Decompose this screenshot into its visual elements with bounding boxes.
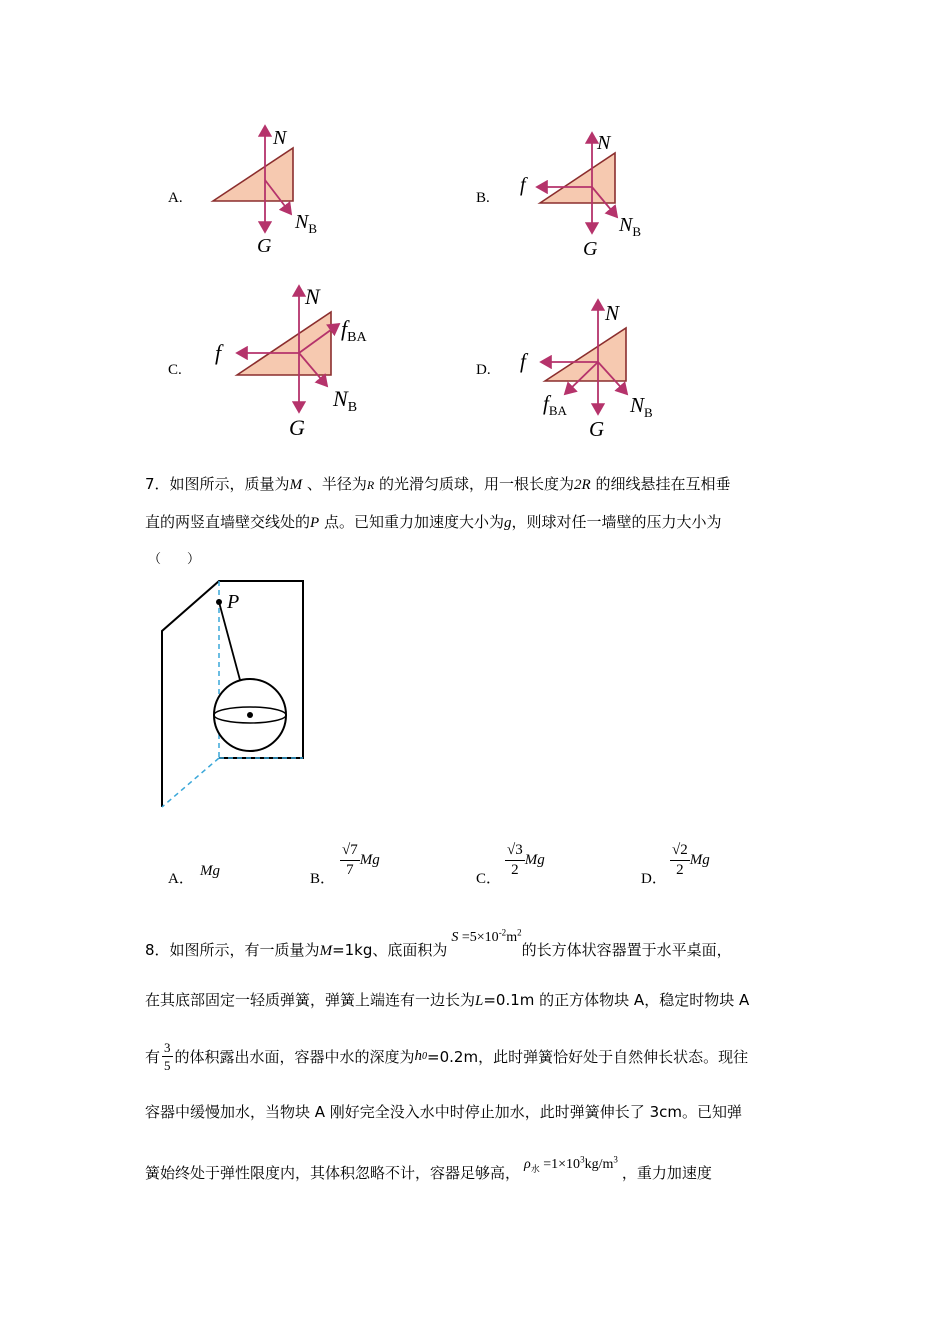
label-nb: $N_B$ (619, 214, 642, 239)
q7-option-a-expr: Mg (200, 863, 220, 879)
q7-option-d-expr: $\frac{√2}{2}$ Mg (672, 842, 710, 878)
string (219, 602, 240, 680)
wedge-b (540, 153, 615, 203)
label-g: G (289, 415, 305, 440)
label-nb: $N_B$ (295, 211, 318, 236)
area-formula: $S =5\times 10^{-2}m^2$ (451, 927, 522, 945)
q6-option-c-label: C. (168, 362, 182, 378)
label-f: f (215, 340, 222, 365)
q7-option-a: A． (168, 871, 194, 887)
label-n: N (605, 301, 620, 325)
label-g: G (589, 417, 605, 441)
q7-option-c: C． (476, 871, 502, 887)
label-n: N (273, 127, 287, 149)
q7-answer-blank: （ ） (148, 552, 201, 567)
q7-line-1: 7．如图所示，质量为M 、半径为R 的光滑匀质球，用一根长度为2R 的细线悬挂在互相垂 (145, 475, 731, 493)
q6-diagram-b (515, 125, 655, 265)
q7-line-2: 直的两竖直墙壁交线处的P 点。已知重力加速度大小为g，则球对任一墙壁的压力大小为 (145, 513, 722, 531)
wedge-a (213, 148, 293, 201)
label-p: P (227, 591, 240, 613)
q7-figure (155, 575, 315, 815)
q8-line-1: 8．如图所示，有一质量为M=1kg、底面积为$S =5\times 10^{-2}m^2$的长方体状容器置于水平桌面， (145, 927, 732, 959)
q6-option-a-label: A. (168, 190, 183, 206)
q8-line-4: 容器中缓慢加水，当物块 A 刚好完全没入水中时停止加水，此时弹簧伸长了 3cm。已知弹 (145, 1103, 742, 1121)
q6-diagram-c (205, 280, 395, 445)
label-g: G (583, 238, 598, 260)
question-number: 7． (145, 475, 170, 493)
q8-line-3: 有 $\frac{3}{5}$ 的体积露出水面，容器中水的深度为 h 0 =0.2m，此时弹簧恰好处于自然伸长状态。现往 (145, 1039, 749, 1073)
floor-edge-left (162, 758, 219, 807)
label-f: f (520, 174, 526, 196)
q6-diagram-a (205, 120, 345, 260)
label-nb: $N_B$ (630, 393, 653, 420)
q8-line-5: 簧始终处于弹性限度内，其体积忽略不计，容器足够高， $\rho_水 =1\times 10^3kg/m^3$，重力加速度 (145, 1154, 712, 1182)
q6-option-b-label: B. (476, 190, 490, 206)
label-nb: $N_B$ (333, 386, 358, 415)
q7-option-b-expr: $\frac{√7}{7}$ Mg (342, 842, 380, 878)
q7-option-b: B． (310, 871, 336, 887)
q7-option-c-expr: $\frac{√3}{2}$ Mg (507, 842, 545, 878)
label-f: f (520, 349, 526, 373)
label-n: N (305, 284, 320, 309)
q8-line-2: 在其底部固定一轻质弹簧，弹簧上端连有一边长为L=0.1m 的正方体物块 A，稳定时物块 A (145, 991, 750, 1009)
wedge-c (237, 312, 331, 375)
density-formula: $\rho_水 =1\times 10^3kg/m^3$ (524, 1154, 618, 1174)
label-g: G (257, 235, 272, 257)
label-fba: $f_{BA}$ (543, 391, 567, 418)
q6-option-d-label: D. (476, 362, 491, 378)
sphere-center (247, 712, 253, 718)
question-number: 8． (145, 941, 170, 959)
q6-diagram-d (515, 290, 675, 450)
q7-option-d: D． (641, 871, 667, 887)
label-n: N (597, 132, 611, 154)
label-fba: $f_{BA}$ (341, 316, 367, 345)
point-p (216, 599, 222, 605)
